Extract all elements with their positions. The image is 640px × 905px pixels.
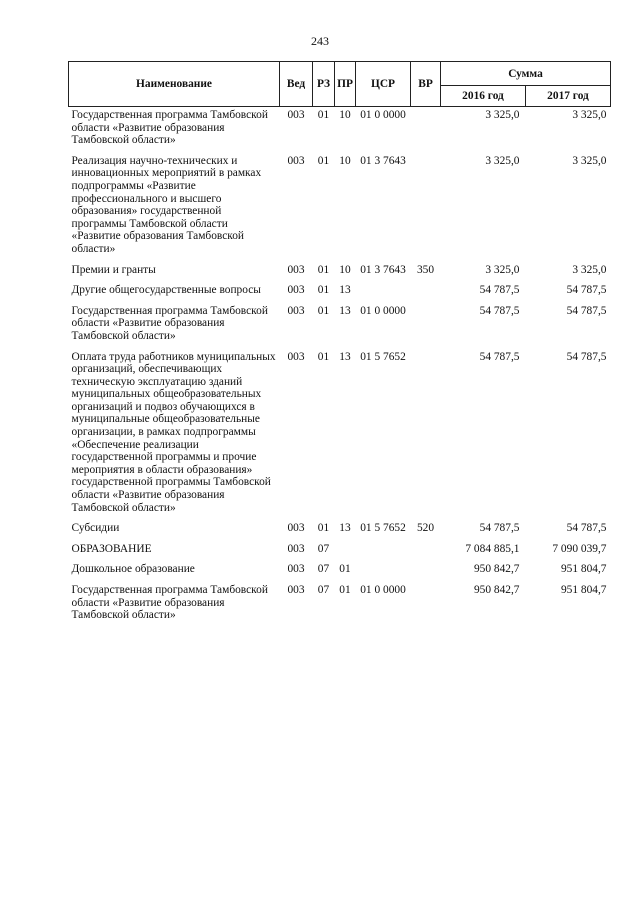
- table-row: [69, 284, 611, 305]
- header-csr: ЦСР: [356, 62, 411, 107]
- cell-pr: 13: [339, 284, 351, 297]
- cell-ved: 003: [287, 522, 305, 535]
- cell-sum-2017: 951 804,7: [560, 563, 607, 576]
- table-row: [69, 351, 611, 523]
- page-number: 243: [311, 34, 329, 48]
- cell-rz: 07: [317, 563, 330, 576]
- cell-vr: [411, 284, 441, 305]
- cell-name: Оплата труда работников муниципальных организаций, обеспечивающих техническую эксплуатацию зданий муниципальных общеобразовательных организаций и подвоз обучающихся в муниципальные общеобразовательные организации, в рамках подпрограммы «Обеспечение реализации государственной программы и прочие мероприятия в области образования» государственной программы Тамбовской области «Развитие образования Тамбовской области»: [71, 350, 276, 514]
- cell-pr: [335, 543, 356, 564]
- cell-rz: 01: [317, 350, 330, 363]
- cell-csr: [356, 543, 411, 564]
- cell-rz: 01: [317, 522, 330, 535]
- cell-rz: 07: [317, 542, 330, 555]
- cell-sum-2016: 54 787,5: [479, 350, 520, 363]
- header-year-2016: 2016 год: [441, 86, 526, 107]
- cell-pr: 10: [339, 263, 351, 276]
- cell-name: Субсидии: [71, 522, 120, 535]
- table-row: [69, 543, 611, 564]
- cell-pr: 01: [339, 584, 351, 596]
- cell-sum-2017: 54 787,5: [566, 304, 607, 317]
- cell-sum-2017: 3 325,0: [572, 109, 607, 121]
- cell-name: Государственная программа Тамбовской области «Развитие образования Тамбовской области»: [71, 304, 268, 342]
- table-row: [69, 522, 611, 543]
- cell-ved: 003: [287, 154, 305, 167]
- header-pr: ПР: [335, 62, 356, 107]
- cell-sum-2017: 54 787,5: [566, 522, 607, 535]
- cell-vr: [411, 563, 441, 584]
- cell-pr: 10: [339, 109, 351, 121]
- cell-ved: 003: [287, 563, 305, 576]
- header-rz: РЗ: [313, 62, 335, 107]
- cell-name: Дошкольное образование: [71, 563, 195, 576]
- cell-name: Государственная программа Тамбовской области «Развитие образования Тамбовской области»: [71, 109, 268, 147]
- cell-name: ОБРАЗОВАНИЕ: [71, 542, 152, 555]
- cell-pr: 13: [339, 522, 351, 535]
- cell-pr: 10: [339, 154, 351, 167]
- cell-sum-2017: 3 325,0: [572, 263, 607, 276]
- cell-rz: 01: [317, 304, 330, 317]
- cell-pr: 13: [339, 350, 351, 363]
- table-row: [69, 584, 611, 630]
- cell-sum-2016: 950 842,7: [473, 563, 520, 576]
- cell-name: Премии и гранты: [71, 263, 156, 276]
- table-row: [69, 305, 611, 351]
- cell-sum-2016: 54 787,5: [479, 284, 520, 297]
- cell-vr: [411, 351, 441, 523]
- table-row: [69, 155, 611, 264]
- cell-csr: 01 0 0000: [360, 584, 406, 596]
- cell-csr: [356, 284, 411, 305]
- cell-ved: 003: [287, 304, 305, 317]
- cell-csr: 01 3 7643: [360, 263, 406, 276]
- cell-ved: 003: [287, 284, 305, 297]
- header-ved: Вед: [280, 62, 313, 107]
- cell-csr: 01 5 7652: [360, 350, 406, 363]
- cell-sum-2016: 7 084 885,1: [465, 542, 520, 555]
- cell-rz: 07: [317, 584, 330, 596]
- cell-ved: 003: [287, 350, 305, 363]
- cell-vr: [411, 305, 441, 351]
- cell-sum-2017: 54 787,5: [566, 350, 607, 363]
- table-body: [69, 107, 611, 630]
- cell-csr: 01 0 0000: [360, 109, 406, 121]
- cell-ved: 003: [287, 109, 305, 121]
- cell-sum-2016: 3 325,0: [485, 109, 520, 121]
- cell-ved: 003: [287, 542, 305, 555]
- cell-name: Государственная программа Тамбовской области «Развитие образования Тамбовской области»: [71, 584, 268, 622]
- cell-rz: 01: [317, 154, 330, 167]
- header-sum: Сумма: [441, 62, 611, 86]
- cell-rz: 01: [317, 284, 330, 297]
- cell-sum-2017: 951 804,7: [560, 584, 607, 596]
- cell-pr: 13: [339, 304, 351, 317]
- table-row: [69, 563, 611, 584]
- cell-csr: 01 3 7643: [360, 154, 406, 167]
- cell-name: Реализация научно-технических и инновационных мероприятий в рамках подпрограммы «Развитие профессионального и высшего образования» государственной программы Тамбовской области «Развитие образования Тамбовской области»: [71, 154, 262, 255]
- budget-table: [68, 61, 611, 630]
- cell-vr: 350: [416, 263, 435, 276]
- table-row: [69, 264, 611, 285]
- cell-sum-2016: 950 842,7: [473, 584, 520, 596]
- cell-pr: 01: [339, 563, 351, 576]
- cell-vr: [411, 155, 441, 264]
- cell-sum-2016: 3 325,0: [485, 263, 520, 276]
- table-row: [69, 107, 611, 155]
- cell-ved: 003: [287, 263, 305, 276]
- header-vr: ВР: [411, 62, 441, 107]
- cell-csr: 01 5 7652: [360, 522, 406, 535]
- header-year-2017: 2017 год: [526, 86, 611, 107]
- cell-vr: 520: [416, 522, 435, 535]
- cell-sum-2017: 3 325,0: [572, 154, 607, 167]
- cell-vr: [411, 543, 441, 564]
- cell-vr: [411, 584, 441, 630]
- cell-csr: 01 0 0000: [360, 304, 406, 317]
- cell-ved: 003: [287, 584, 305, 596]
- cell-rz: 01: [317, 263, 330, 276]
- cell-sum-2017: 54 787,5: [566, 284, 607, 297]
- cell-sum-2016: 3 325,0: [485, 154, 520, 167]
- cell-sum-2016: 54 787,5: [479, 522, 520, 535]
- cell-sum-2017: 7 090 039,7: [552, 542, 607, 555]
- header-name: Наименование: [69, 62, 280, 107]
- cell-rz: 01: [317, 109, 330, 121]
- cell-csr: [356, 563, 411, 584]
- cell-name: Другие общегосударственные вопросы: [71, 284, 261, 297]
- cell-sum-2016: 54 787,5: [479, 304, 520, 317]
- cell-vr: [411, 107, 441, 155]
